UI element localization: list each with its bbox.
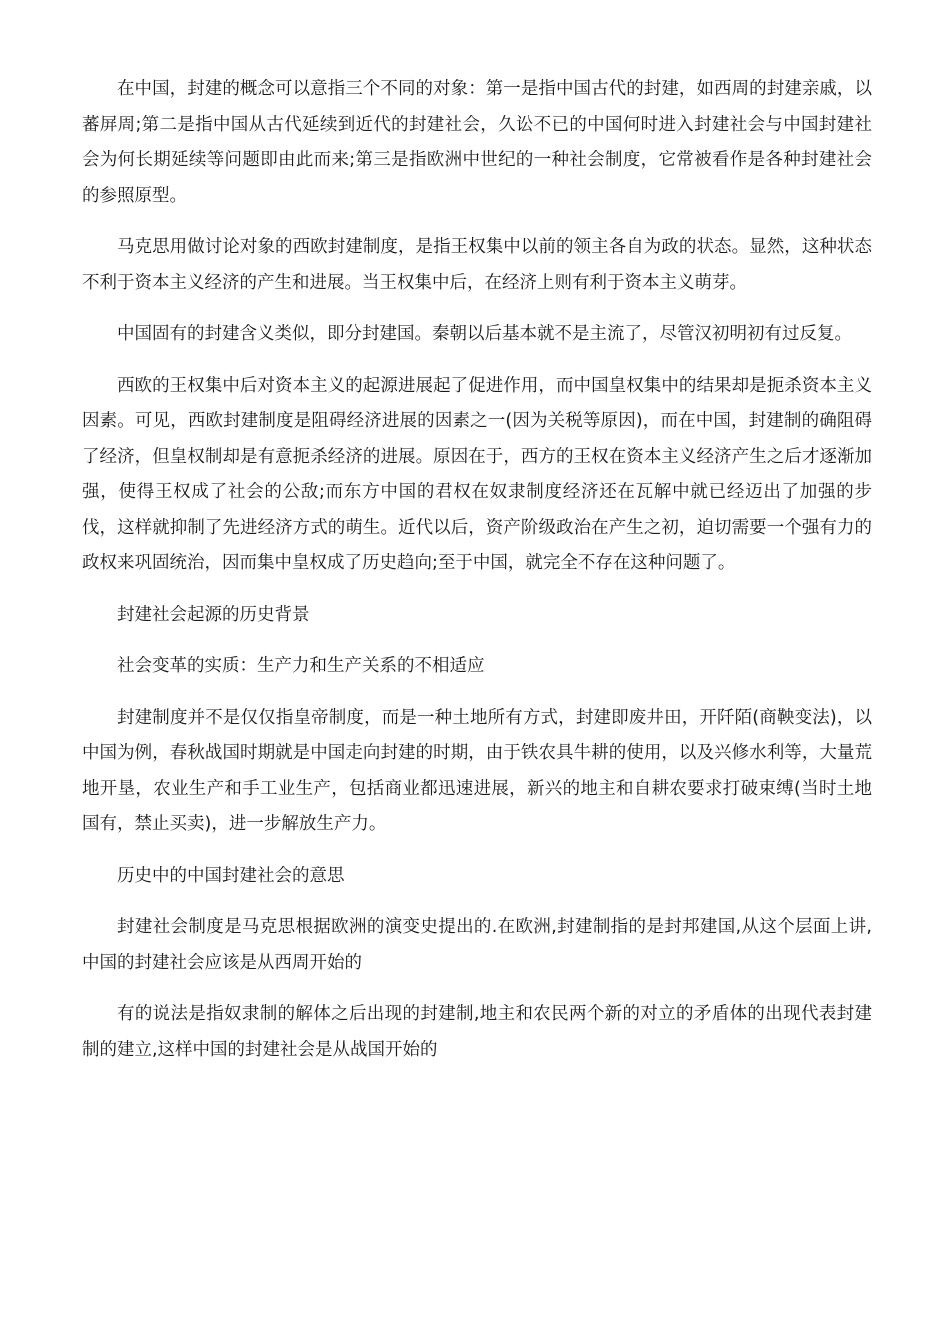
paragraph-marx-western-europe: 马克思用做讨论对象的西欧封建制度，是指王权集中以前的领主各自为政的状态。显然，这种状态不利于资本主义经济的产生和进展。当王权集中后，在经济上则有利于资本主义萌芽。 bbox=[82, 237, 872, 293]
section-heading-origins: 封建社会起源的历史背景 bbox=[117, 604, 310, 625]
paragraph-land-ownership: 封建制度并不是仅仅指皇帝制度，而是一种土地所有方式，封建即废井田，开阡陌(商鞅变法)，以中国为例，春秋战国时期就是中国走向封建的时期，由于铁农具牛耕的使用，以及兴修水利等，大量荒地开垦，农业生产和手工业生产，包括商业都迅速进展，新兴的地主和自耕农要求打破束缚(当时土地国有，禁止买卖)，进一步解放生产力。 bbox=[82, 707, 872, 834]
paragraph-feudal-concepts: 在中国，封建的概念可以意指三个不同的对象：第一是指中国古代的封建，如西周的封建亲戚，以蕃屏周;第二是指中国从古代延续到近代的封建社会，久讼不已的中国何时进入封建社会与中国封建社会为何长期延续等问题即由此而来;第三是指欧洲中世纪的一种社会制度，它常被看作是各种封建社会的参照原型。 bbox=[82, 79, 872, 206]
paragraph-warring-states: 有的说法是指奴隶制的解体之后出现的封建制,地主和农民两个新的对立的矛盾体的出现代表封建制的建立,这样中国的封建社会是从战国开始的 bbox=[82, 1004, 872, 1060]
paragraph-western-zhou: 封建社会制度是马克思根据欧洲的演变史提出的.在欧洲,封建制指的是封邦建国,从这个层面上讲,中国的封建社会应该是从西周开始的 bbox=[82, 917, 872, 973]
section-heading-social-change: 社会变革的实质：生产力和生产关系的不相适应 bbox=[117, 656, 485, 676]
paragraph-royal-power: 西欧的王权集中后对资本主义的起源进展起了促进作用，而中国皇权集中的结果却是扼杀资本主义因素。可见，西欧封建制度是阻碍经济进展的因素之一(因为关税等原因)，而在中国，封建制的确阻碍了经济，但皇权制却是有意扼杀经济的进展。原因在于，西方的王权在资本主义经济产生之后才逐渐加强，使得王权成了社会的公敌;而东方中国的君权在奴隶制度经济还在瓦解中就已经迈出了加强的步伐，这样就抑制了先进经济方式的萌生。近代以后，资产阶级政治在产生之初，迫切需要一个强有力的政权来巩固统治，因而集中皇权成了历史趋向;至于中国，就完全不存在这种问题了。 bbox=[82, 375, 872, 573]
paragraph-chinese-meaning: 中国固有的封建含义类似，即分封建国。秦朝以后基本就不是主流了，尽管汉初明初有过反复。 bbox=[117, 324, 852, 344]
section-heading-historical-meaning: 历史中的中国封建社会的意思 bbox=[117, 865, 345, 886]
document-body bbox=[82, 72, 872, 1084]
